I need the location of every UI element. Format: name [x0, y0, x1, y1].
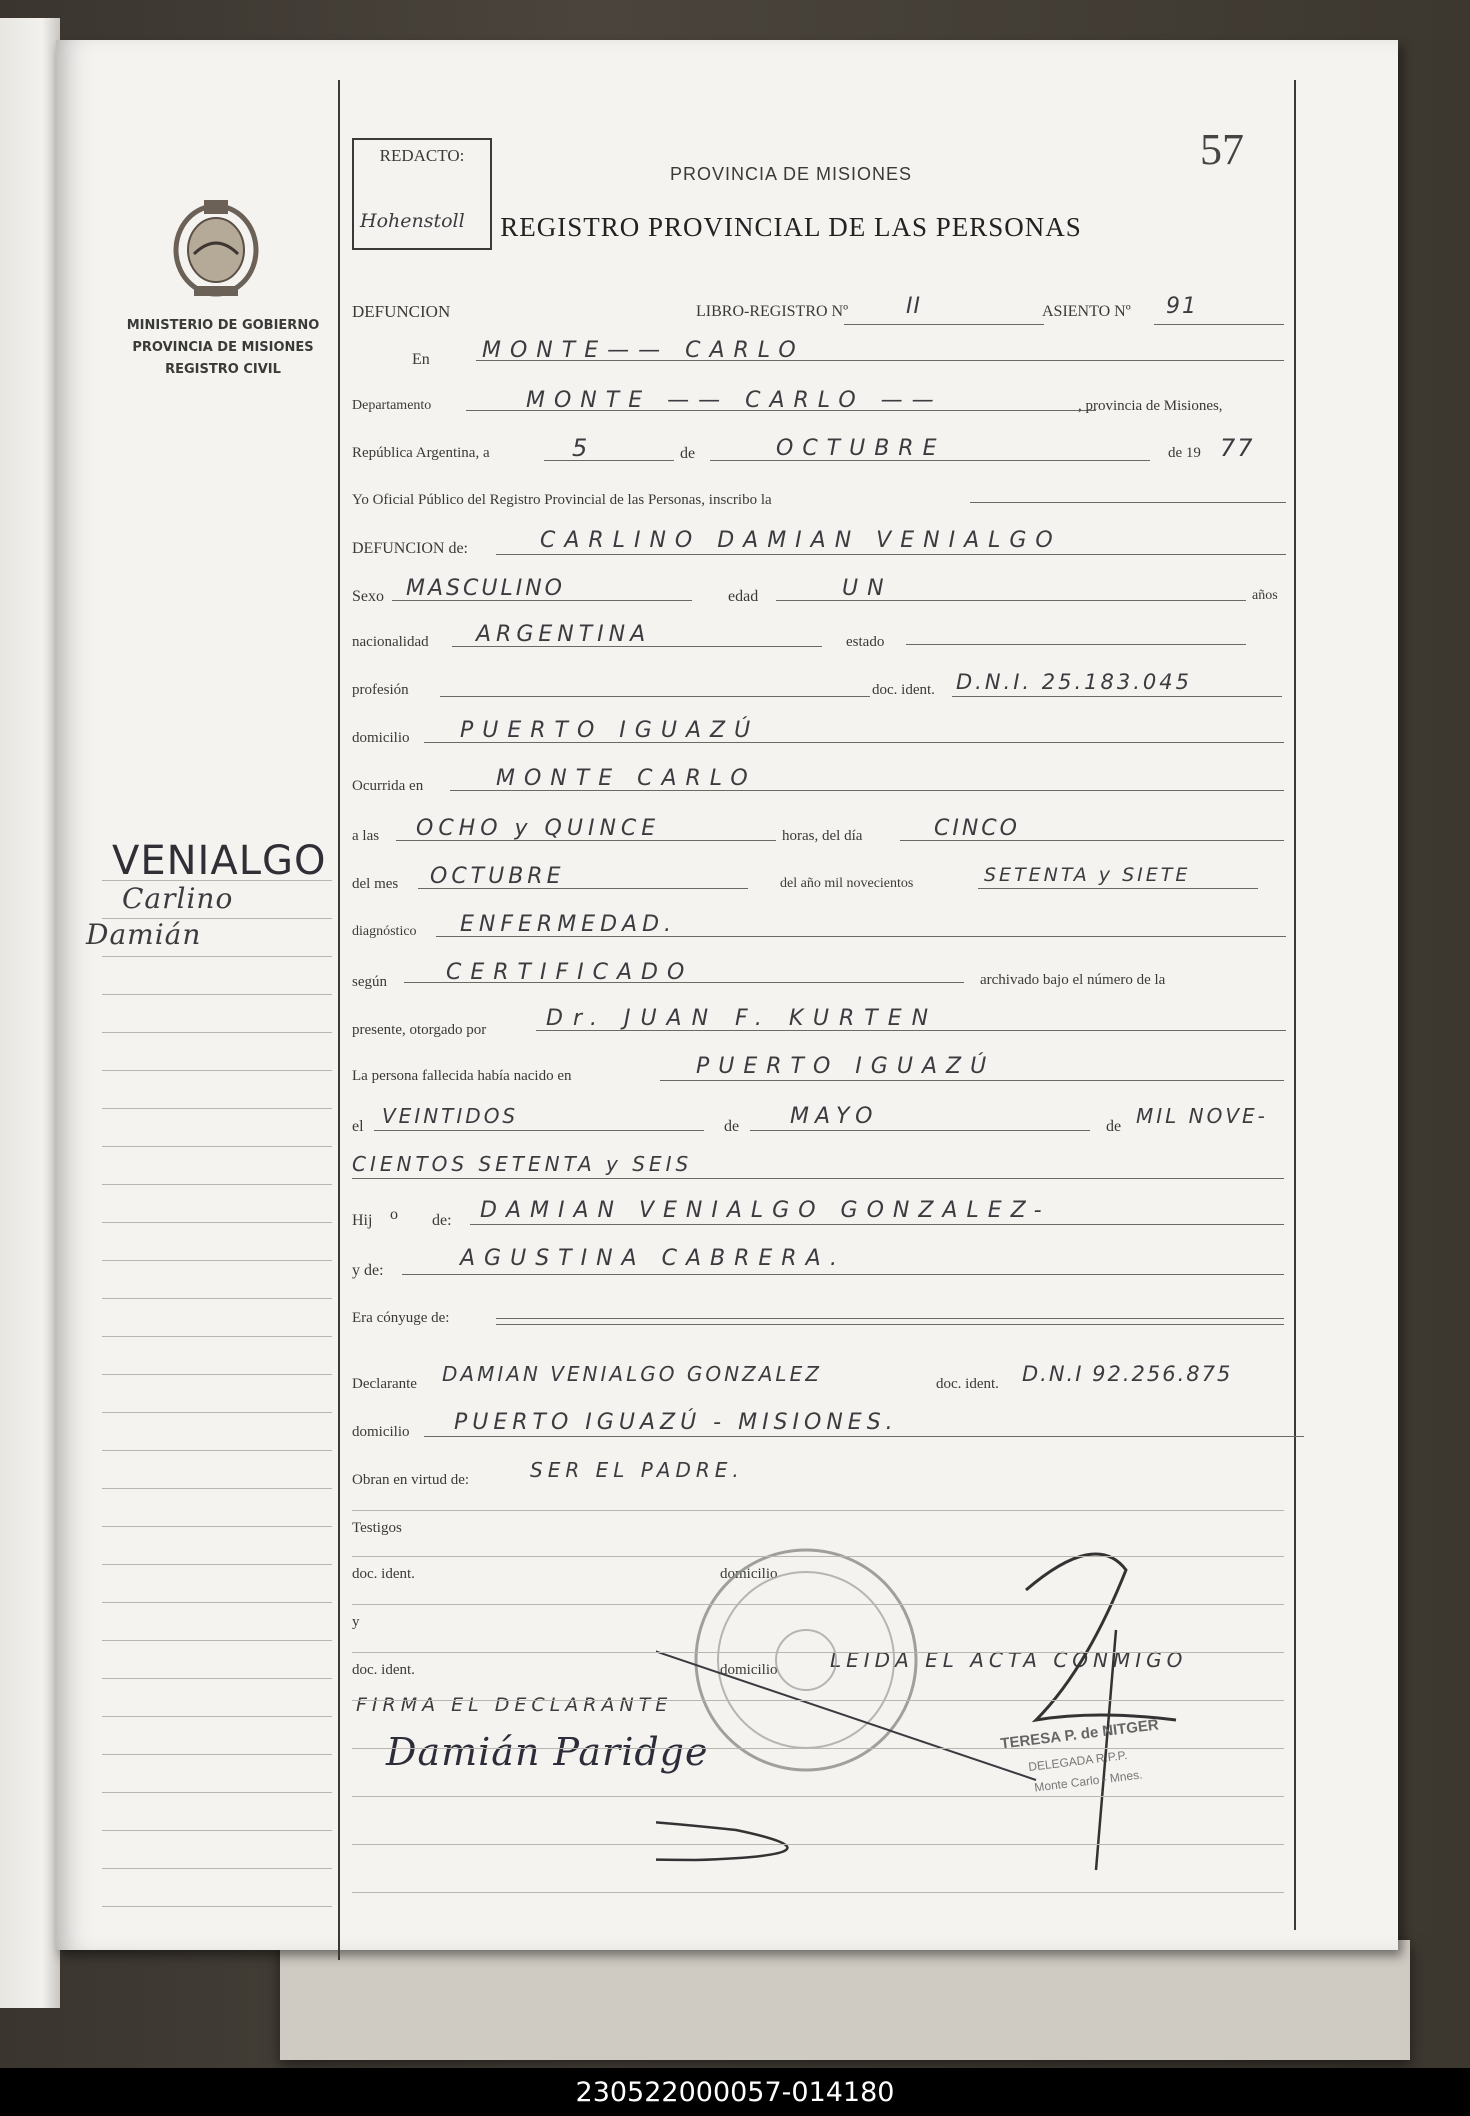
conyuge-line [496, 1318, 1284, 1319]
nac-dia-line [374, 1130, 704, 1131]
margin-ruled-line [102, 1678, 332, 1679]
margin-ruled-line [102, 1640, 332, 1641]
margin-ruled-line [102, 1070, 332, 1071]
margin-ruled-line [102, 1412, 332, 1413]
nac-anio-cont-value: CIENTOS SETENTA y SEIS [352, 1152, 693, 1176]
margin-ruled-line [102, 1298, 332, 1299]
estado-line [906, 644, 1246, 645]
provincia-label: , provincia de Misiones, [1078, 398, 1223, 414]
sidebar-province-label: PROVINCIA DE MISIONES [132, 340, 314, 355]
declarante-domicilio-value: PUERTO IGUAZÚ - MISIONES. [454, 1410, 898, 1435]
margin-ruled-line [102, 1032, 332, 1033]
nac-mes-value: MAYO [790, 1104, 879, 1129]
margin-ruled-line [102, 1146, 332, 1147]
margin-ruled-line [102, 1526, 332, 1527]
nacionalidad-label: nacionalidad [352, 634, 429, 650]
defuncion-de-label: DEFUNCION de: [352, 540, 468, 557]
margin-ruled-line [102, 1336, 332, 1337]
testigos-label: Testigos [352, 1520, 402, 1536]
left-page-edge [0, 18, 60, 2008]
deceased-line [496, 554, 1286, 555]
diagnostico-label: diagnóstico [352, 924, 417, 939]
register-page [56, 40, 1398, 1950]
profesion-label: profesión [352, 682, 409, 698]
year-label: de 19 [1168, 445, 1201, 461]
margin-ruled-line [102, 1488, 332, 1489]
declarante-label: Declarante [352, 1376, 417, 1392]
book-cover-edge [280, 1940, 1410, 2060]
image-id-text: 230522000057-014180 [575, 2076, 895, 2108]
nac-dia-value: VEINTIDOS [382, 1104, 519, 1128]
segun-value: CERTIFICADO [446, 960, 694, 985]
mes-value: OCTUBRE [430, 864, 565, 889]
testigo2-doc-label: doc. ident. [352, 1662, 415, 1678]
en-value: MONTE—— CARLO [482, 338, 805, 363]
left-border-line [338, 80, 340, 1960]
domicilio-value: PUERTO IGUAZÚ [460, 718, 760, 743]
declarante-value: DAMIAN VENIALGO GONZALEZ [442, 1362, 822, 1386]
ministry-label: MINISTERIO DE GOBIERNO [126, 318, 320, 333]
nac-de2-label: de [1106, 1118, 1122, 1135]
margin-ruled-line [102, 956, 332, 957]
padre-line [470, 1224, 1284, 1225]
libro-label: LIBRO-REGISTRO Nº [696, 303, 849, 320]
margin-ruled-line [102, 1450, 332, 1451]
hijo-label: Hij [352, 1212, 373, 1229]
sexo-label: Sexo [352, 588, 384, 605]
firma-declarante-text: FIRMA EL DECLARANTE [356, 1694, 673, 1716]
sexo-value: MASCULINO [406, 576, 565, 601]
anos-label: años [1252, 588, 1278, 603]
month-value: OCTUBRE [776, 436, 946, 461]
madre-value: AGUSTINA CABRERA. [460, 1246, 847, 1271]
testigo-y-label: y [352, 1614, 360, 1630]
anio-line [978, 888, 1258, 889]
stamp-name: TERESA P. de NITGER [999, 1716, 1160, 1753]
registry-title: REGISTRO PROVINCIAL DE LAS PERSONAS [500, 212, 1082, 242]
nac-anio-cont-line [352, 1178, 1284, 1179]
nac-anio-value: MIL NOVE- [1136, 1104, 1268, 1128]
padre-value: DAMIAN VENIALGO GONZALEZ- [480, 1198, 1051, 1223]
asiento-line [1154, 324, 1284, 325]
a-las-label: a las [352, 828, 380, 844]
doc-value: D.N.I. 25.183.045 [956, 670, 1193, 694]
redacto-label: REDACTO: [379, 146, 465, 165]
declarante-doc-label: doc. ident. [936, 1376, 999, 1392]
nacido-line [660, 1080, 1284, 1081]
testigo1-domicilio-label: domicilio [720, 1566, 778, 1582]
nacido-value: PUERTO IGUAZÚ [696, 1054, 996, 1079]
republica-label: República Argentina, a [352, 445, 490, 461]
margin-ruled-line [102, 994, 332, 995]
page-number: 57 [1200, 125, 1244, 174]
nacido-label: La persona fallecida había nacido en [352, 1068, 572, 1084]
obran-label: Obran en virtud de: [352, 1472, 470, 1488]
departamento-value: MONTE —— CARLO —— [526, 388, 943, 413]
libro-line [844, 324, 1044, 325]
civil-registry-label: REGISTRO CIVIL [165, 362, 281, 377]
y-de-label: y de: [352, 1262, 384, 1279]
horas-label: horas, del día [782, 828, 863, 844]
margin-ruled-line [102, 1792, 332, 1793]
margin-ruled-line [102, 1222, 332, 1223]
declarante-signature: Damián Paridge [386, 1730, 709, 1774]
stamp-title: DELEGADA R.P.P. [1027, 1747, 1129, 1775]
hijo-de-label: de: [432, 1212, 452, 1229]
profesion-line [440, 696, 870, 697]
signatures-and-seal [656, 1510, 1306, 1930]
day-line [544, 460, 674, 461]
doc-ident-label: doc. ident. [872, 682, 935, 698]
estado-label: estado [846, 634, 885, 650]
asiento-label: ASIENTO Nº [1042, 303, 1131, 320]
margin-ruled-line [102, 1260, 332, 1261]
obran-value: SER EL PADRE. [530, 1458, 744, 1482]
en-label: En [412, 351, 430, 368]
presente-value: Dr. JUAN F. KURTEN [546, 1006, 939, 1031]
diagnostico-value: ENFERMEDAD. [460, 912, 677, 937]
presente-label: presente, otorgado por [352, 1022, 487, 1038]
image-id-footer [0, 2068, 1470, 2116]
asiento-value: 91 [1166, 294, 1198, 319]
edad-label: edad [728, 588, 759, 605]
hijo-suffix: o [390, 1206, 398, 1223]
record-type-label: DEFUNCION [352, 302, 451, 321]
stamp-location: Monte Carlo - Mnes. [1033, 1767, 1144, 1795]
dia-value: CINCO [934, 816, 1020, 841]
leida-text: LEIDA EL ACTA CONMIGO [830, 1648, 1188, 1672]
departamento-label: Departamento [352, 398, 432, 413]
ocurrida-value: MONTE CARLO [496, 766, 757, 791]
margin-ruled-line [102, 1374, 332, 1375]
margin-ruled-line [102, 1754, 332, 1755]
ocurrida-label: Ocurrida en [352, 778, 424, 794]
provincial-seal-icon [166, 192, 266, 302]
year-value: 77 [1220, 434, 1255, 462]
margin-surname-note: VENIALGO [112, 838, 327, 884]
oficial-line [970, 502, 1286, 503]
anio-value: SETENTA y SIETE [984, 864, 1191, 886]
de-label: de [680, 445, 696, 462]
deceased-value: CARLINO DAMIAN VENIALGO [540, 528, 1062, 553]
declarante-domicilio-label: domicilio [352, 1424, 410, 1440]
oficial-text: Yo Oficial Público del Registro Provincial de las Personas, inscribo la [352, 492, 772, 508]
segun-label: según [352, 974, 387, 990]
margin-ruled-line [102, 1868, 332, 1869]
redacto-box [352, 138, 492, 250]
doc-line [952, 696, 1282, 697]
margin-ruled-line [102, 1108, 332, 1109]
hora-value: OCHO y QUINCE [416, 816, 661, 841]
edad-value: UN [842, 576, 893, 601]
nacionalidad-value: ARGENTINA [476, 622, 651, 647]
libro-value: II [906, 294, 921, 319]
margin-ruled-line [102, 1906, 332, 1907]
margin-ruled-line [102, 1830, 332, 1831]
declarante-domicilio-line [424, 1436, 1304, 1437]
declarante-doc-value: D.N.I 92.256.875 [1022, 1362, 1233, 1386]
el-label: el [352, 1118, 364, 1135]
nac-mes-line [750, 1130, 1090, 1131]
del-mes-label: del mes [352, 876, 399, 892]
day-value: 5 [572, 434, 597, 462]
margin-name-note: Carlino [122, 882, 234, 915]
conyuge-line-2 [496, 1324, 1284, 1325]
madre-line [402, 1274, 1284, 1275]
testigo2-domicilio-label: domicilio [720, 1662, 778, 1678]
nac-de-label: de [724, 1118, 740, 1135]
anio-label: del año mil novecientos [780, 876, 914, 891]
redacto-signature: Hohenstoll [360, 210, 465, 232]
margin-ruled-line [102, 1602, 332, 1603]
margin-ruled-line [102, 1716, 332, 1717]
conyuge-label: Era cónyuge de: [352, 1310, 450, 1326]
province-title: PROVINCIA DE MISIONES [669, 164, 913, 184]
margin-ruled-line [102, 1184, 332, 1185]
margin-ruled-line [102, 1564, 332, 1565]
margin-name-note-2: Damián [86, 918, 202, 951]
testigo1-doc-label: doc. ident. [352, 1566, 415, 1582]
domicilio-label: domicilio [352, 730, 410, 746]
archivado-label: archivado bajo el número de la [980, 972, 1166, 988]
